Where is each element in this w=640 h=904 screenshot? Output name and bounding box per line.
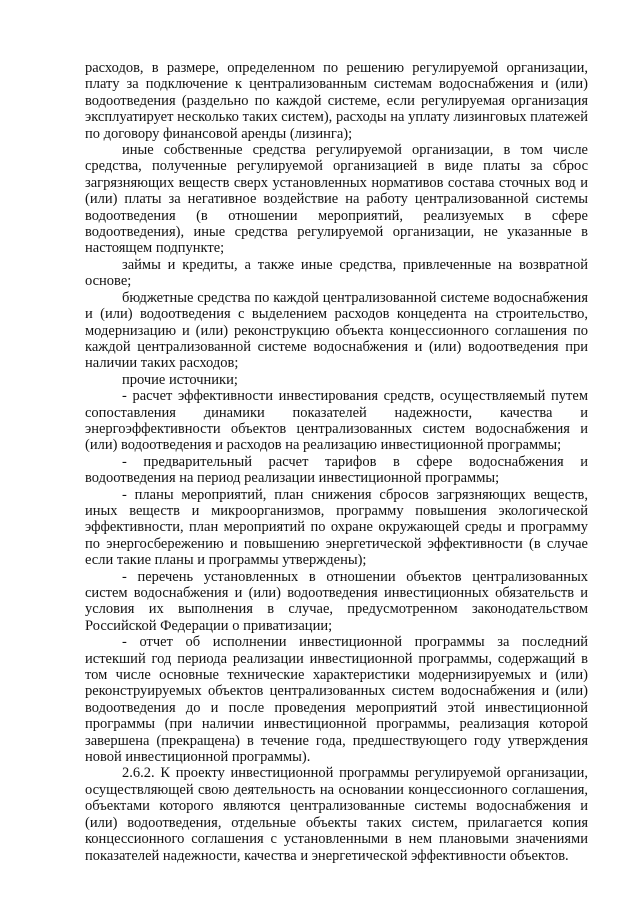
- paragraph-continuation: расходов, в размере, определенном по решению регулируемой организации, плату за подключение к централизованным системам водоснабжения и (или) водоотведения (раздельно по каждой системе, если регулируемая организация эксплуатирует несколько таких систем), расходы на уплату лизинговых платежей по договору финансовой аренды (лизинга);: [85, 60, 588, 142]
- paragraph-execution-report: - отчет об исполнении инвестиционной программы за последний истекший год периода реализации инвестиционной программы, содержащий в том числе основные технические характеристики модернизируемых и (или) реконструируемых объектов централизованных систем водоснабжения и (или) водоотведения до и после проведения мероприятий этой инвестиционной программы (при наличии инвестиционной программы, реализация которой завершена (прекращена) в течение года, предшествующего году утверждения новой инвестиционной программы).: [85, 634, 588, 766]
- paragraph-obligations-list: - перечень установленных в отношении объектов централизованных систем водоснабжения и (или) водоотведения инвестиционных обязательств и условия их выполнения в случае, предусмотренном законодательством Российской Федерации о приватизации;: [85, 568, 588, 634]
- paragraph-section-2-6-2: 2.6.2. К проекту инвестиционной программы регулируемой организации, осуществляющей свою деятельность на основании концессионного соглашения, объектами которого являются централизованные системы водоснабжения и (или) водоотведения, отдельные объекты таких систем, прилагается копия концессионного соглашения с установленными в нем плановыми значениями показателей надежности, качества и энергетической эффективности объектов.: [85, 765, 588, 864]
- paragraph-own-funds: иные собственные средства регулируемой организации, в том числе средства, полученные регулируемой организацией в виде платы за сброс загрязняющих веществ сверх установленных нормативов состава сточных вод и (или) платы за негативное воздействие на работу централизованной системы водоотведения (в отношении мероприятий, реализуемых в сфере водоотведения), иные средства регулируемой организации, не указанные в настоящем подпункте;: [85, 142, 588, 257]
- paragraph-action-plans: - планы мероприятий, план снижения сбросов загрязняющих веществ, иных веществ и микроорганизмов, программу повышения экологической эффективности, план мероприятий по охране окружающей среды и программу по энергосбережению и повышению энергетической эффективности (в случае если такие планы и программы утверждены);: [85, 486, 588, 569]
- paragraph-other-sources: прочие источники;: [122, 371, 238, 388]
- paragraph-tariff-calc: - предварительный расчет тарифов в сфере водоснабжения и водоотведения на период реализации инвестиционной программы;: [85, 453, 588, 487]
- paragraph-efficiency-calc: - расчет эффективности инвестирования средств, осуществляемый путем сопоставления динамики показателей надежности, качества и энергоэффективности объектов централизованных систем водоснабжения и (или) водоотведения и расходов на реализацию инвестиционной программы;: [85, 388, 588, 454]
- paragraph-loans: займы и кредиты, а также иные средства, привлеченные на возвратной основе;: [85, 256, 588, 290]
- paragraph-budget-funds: бюджетные средства по каждой централизованной системе водоснабжения и (или) водоотведения с выделением расходов концедента на строительство, модернизацию и (или) реконструкцию объекта концессионного соглашения по каждой централизованной системе водоснабжения и (или) водоотведения при наличии таких расходов;: [85, 289, 588, 372]
